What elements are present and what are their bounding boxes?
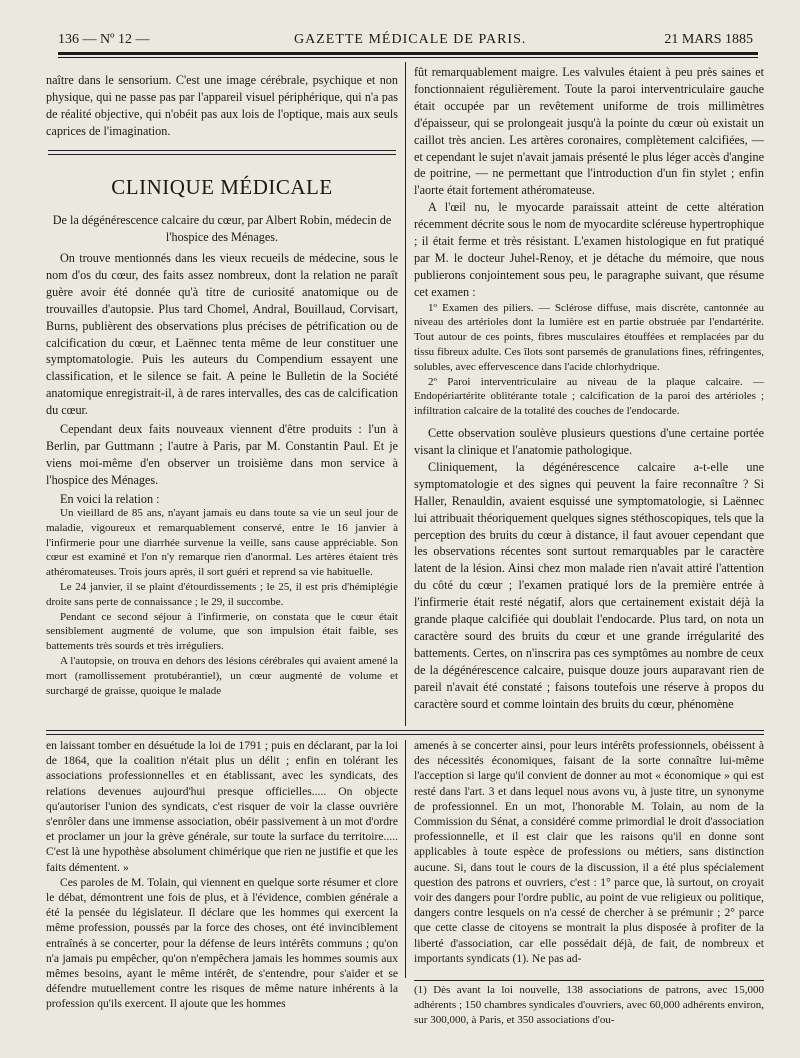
right-column	[414, 64, 764, 712]
paragraph: Le 24 janvier, il se plaint d'étourdissements ; le 25, il est pris d'hémiplégie droite sans perte de connaissance ; le 29, il succombe.	[46, 580, 398, 608]
bottom-right-column	[414, 738, 764, 966]
paragraph: On trouve mentionnés dans les vieux recueils de médecine, sous le nom d'os du cœur, des faits assez nombreux, dont la relation ne paraît guère avoir été donnée qu'à titre de curiosité anatomique ou de trouvailles d'autopsie. Plus tard Chomel, Andral, Bouillaud, Corvisart, Burns, publièrent des observations plus précises de pétrification ou de calcification du cœur, et Laënnec tenta même de leur constituer une symptomatologie. Puis les auteurs du Compendium essayent une classification, et le silence se fait. A peine le Bulletin de la Société anatomique enregistrait-il, à de rares intervalles, des cas de calcification du cœur.	[46, 251, 398, 418]
footnote-rule	[414, 980, 764, 981]
left-column-top	[46, 72, 398, 140]
paragraph: naître dans le sensorium. C'est une image cérébrale, psychique et non physique, qui ne passe pas par l'appareil visuel périphérique, qui n'a pas de réalité objective, qui n'obéit pas aux lois de l'optique, mais aux seuls caprices de l'imagination.	[46, 73, 398, 138]
paragraph: Un vieillard de 85 ans, n'ayant jamais eu dans toute sa vie un seul jour de maladie, vigoureux et remarquablement conservé, entre le 16 janvier à l'infirmerie pour une diarrhée survenue la veille, sans cause appréciable. Son cœur est examiné et l'on n'y remarque rien d'anormal. Les artères étaient très athéromateuses. Trois jours après, il sort guéri et reprend sa vie habituelle.	[46, 507, 398, 579]
section-title: CLINIQUE MÉDICALE	[111, 175, 333, 199]
paragraph: En voici la relation :	[60, 491, 160, 506]
paragraph: Ces paroles de M. Tolain, qui viennent en quelque sorte résumer et clore le débat, démontrent une fois de plus, et à l'évidence, combien générale a été la pensée du législateur. Il déclare que les hommes qui exercent la même profession, poussés par la force des choses, ont été invinciblement entraînés à se concerter, pour la défense de leurs intérêts communs ; qu'on n'a jamais pu empêcher, qu'on n'empêchera jamais les hommes soumis aux mêmes besoins, ayant le même intérêt, de s'entendre, pour s'aider et se défendre mutuellement contre les risques de même nature inhérents à la profession qu'ils exercent. Il ajoute que les hommes	[46, 875, 398, 1011]
bottom-section-rule	[46, 734, 764, 735]
header-rule-thin	[58, 57, 758, 58]
footnote: (1) Dès avant la loi nouvelle, 138 associations de patrons, avec 15,000 adhérents ; 150 chambres syndicales d'ouvriers, avec 60,000 adhérents environ, sur 300,000, à Paris, et 350 associations d'ou-	[414, 984, 764, 1026]
article-body	[46, 250, 398, 508]
article-subtitle: De la dégénérescence calcaire du cœur, par Albert Robin, médecin de l'hospice des Ménages.	[52, 213, 392, 244]
paragraph: en laissant tomber en désuétude la loi de 1791 ; puis en déclarant, par la loi de 1864, que la coalition n'était plus un délit ; enfin en tolérant les associations professionnelles et en établissant, avec les syndicats, des relations devenues aujourd'hui presque officielles..... On objecte qu'autoriser l'union des syndicats, c'est risquer de voir la classe ouvrière s'enrôler dans une immense association, obéir passivement à un mot d'ordre et proclamer un jour la grève générale, sur toute la surface du territoire..... C'est là une hypothèse absolument chimérique que rien ne justifie et que les faits démentent. »	[46, 739, 398, 874]
paragraph: fût remarquablement maigre. Les valvules étaient à peu près saines et fonctionnaient régulièrement. Toute la paroi interventriculaire gauche était occupée par un revêtement uniforme de trois millimètres d'épaisseur, qui se prolongeait jusqu'à la pointe du cœur où existait un caillot très ancien. Les artères coronaires, complètement calcifiées, — et cependant le sujet n'avait jamais présenté le plus léger accès d'angine de poitrine, — ne permettant que l'introduction d'un fin stylet ; enfin l'aorte était fortement athéromateuse.	[414, 65, 764, 198]
paragraph: A l'autopsie, on trouva en dehors des lésions cérébrales qui avaient amené la mort (ramollissement protubérantiel), un cœur augmenté de volume et surchargé de graisse, quoique le malade	[46, 654, 398, 697]
bottom-column-divider	[405, 740, 406, 978]
section-divider	[48, 150, 396, 151]
issue-date: 21 MARS 1885	[664, 32, 753, 47]
paragraph: 1º Examen des piliers. — Sclérose diffuse, mais discrète, cantonnée au niveau des artérioles dont la lumière est en partie obstruée par l'endartérite. Tout autour de ces points, fibres musculaires étouffées et remplacées par du tissu fibreux adulte. Ces îlots sont parsemés de granulations fines, réfringentes, solubles, avec effervescence dans l'acide chlorhydrique.	[414, 301, 764, 373]
paragraph: Cette observation soulève plusieurs questions d'une certaine portée visant la clinique et l'anatomie pathologique.	[414, 426, 764, 457]
paragraph: Cependant deux faits nouveaux viennent d'être produits : l'un à Berlin, par Guttmann ; l'autre à Paris, par M. Constantin Paul. Et je viens moi-même d'en observer un troisième dans mon service à l'hospice des Ménages.	[46, 422, 398, 487]
bottom-left-column	[46, 738, 398, 1012]
page-number: 136 — Nº 12 —	[58, 32, 150, 47]
section-divider	[48, 154, 396, 155]
paragraph: Pendant ce second séjour à l'infirmerie, on constata que le cœur était sensiblement augmenté de volume, que son impulsion était faible, ses battements très sourds et très irréguliers.	[46, 610, 398, 653]
paragraph: 2º Paroi interventriculaire au niveau de la plaque calcaire. — Endopériartérite oblitérante totale ; calcification de la paroi des artérioles ; infiltration calcaire de la totalité des couches de l'endocarde.	[414, 375, 764, 418]
column-divider	[405, 62, 406, 726]
header-rule	[58, 52, 758, 55]
journal-title: GAZETTE MÉDICALE DE PARIS.	[294, 32, 527, 47]
observation-text	[46, 506, 398, 698]
page-header	[58, 30, 753, 52]
paragraph: Cliniquement, la dégénérescence calcaire a-t-elle une symptomatologie et des signes qui peuvent la faire reconnaître ? Si Haller, Renauldin, avaient esquissé une symptomatologie, si Laënnec lui attribuait théoriquement quelques signes stéthoscopiques, tels que la perception des bruits du cœur à distance, il faut avouer cependant que les observations récentes sont surtout remarquables par le caractère latent de la lésion. Ainsi chez mon malade rien n'avait attiré l'attention du côté du cœur ; l'examen pratiqué lors de la première entrée à l'infirmerie était resté négatif, alors que certainement existait déjà la grande plaque calcifiée qui doublait l'endocarde. Plus tard, on nota un caractère sourd des bruits du cœur et une grande irrégularité des battements. Certes, on n'inscrira pas ces symptômes au nombre de ceux de la dégénérescence calcaire, puisque douze jours auparavant rien de pareil n'avait été constaté ; faisons toutefois une réserve à propos du caractère sourd et comme lointain des bruits du cœur, phénomène	[414, 459, 764, 711]
paragraph: amenés à se concerter ainsi, pour leurs intérêts professionnels, obéissent à des nécessités économiques, faisant de la sorte connaître lui-même l'acception si large qu'il convient de donner au mot « économique » qui est resté dans l'art. 3 et dans lequel nous avons vu, à juste titre, un synonyme de professionnel. En un mot, l'honorable M. Tolain, au nom de la Commission du Sénat, a considéré comme primordial le droit d'association professionnelle, et il est clair que les raisons qu'il en donne sont applicables à toute espèce de professions ou métiers, sans distinction aucune. Si, dans tout le cours de la discussion, il a été plus spécialement question des patrons et ouvriers, c'est : 1° parce que, là surtout, on croyait voir des dangers pour l'ordre public, au point de vue religieux ou politique, dangers contre lesquels on n'a cessé de chercher à se prémunir ; 2° parce que cette classe de citoyens se montrait la plus disposée à profiter de la liberté d'association, car elle possédait déjà, de fait, de nombreux et importants syndicats (1). Ne pas ad-	[414, 739, 764, 965]
paragraph: A l'œil nu, le myocarde paraissait atteint de cette altération récemment décrite sous le nom de myocardite scléreuse hypertrophique ; il était ferme et très résistant. L'examen histologique en fut pratiqué par M. le docteur Juhel-Renoy, et je détache du mémoire, que nous publierons conjointement sous peu, le paragraphe suivant, que résume cet examen :	[414, 200, 764, 299]
bottom-section-rule	[46, 730, 764, 731]
